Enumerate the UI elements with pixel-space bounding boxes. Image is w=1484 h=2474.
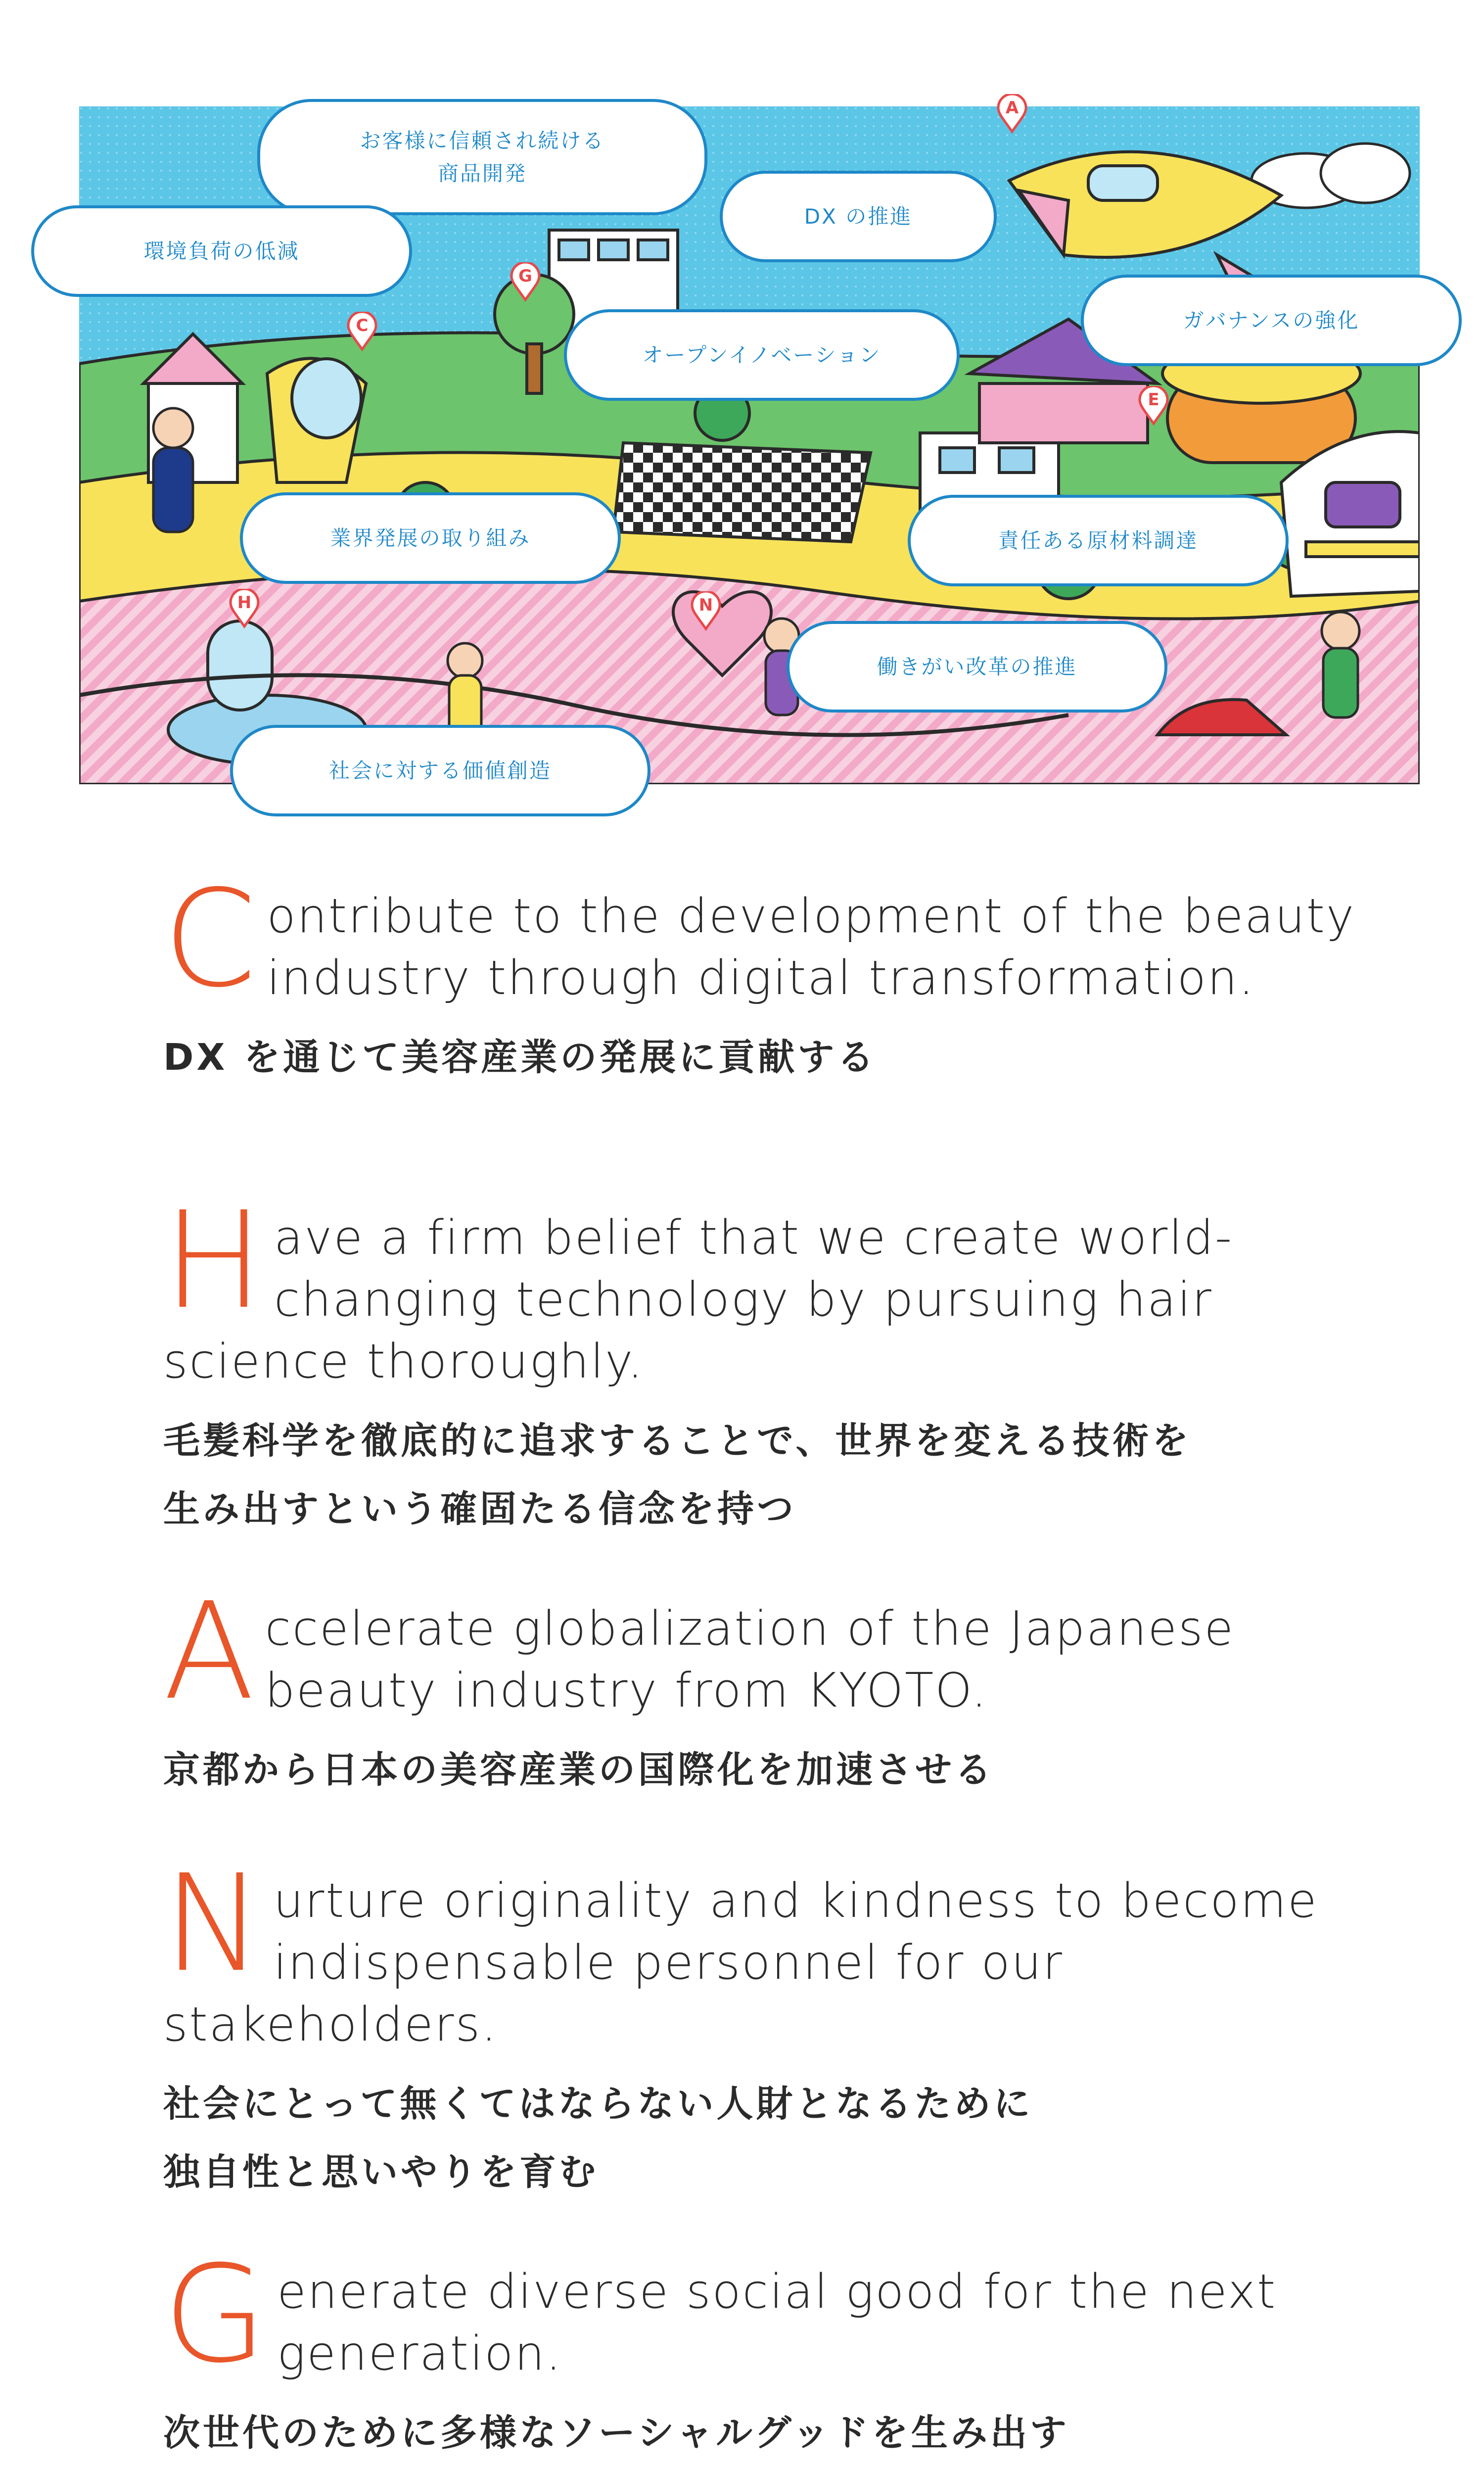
statement-english xyxy=(163,1573,1400,1729)
label-environment[interactable]: 環境負荷の低減 xyxy=(31,205,412,297)
statement-text: ccelerate globalization of the Japanese beauty industry from KYOTO. xyxy=(265,1602,1235,1718)
statement-initial: A xyxy=(163,1573,256,1729)
statement-text: ave a firm belief that we create world-changing technology by pursuing hair science thoroughly. xyxy=(163,1211,1234,1389)
statement-a xyxy=(163,1573,1400,1804)
statement-initial: C xyxy=(163,861,258,1017)
marker-label: E xyxy=(1148,390,1159,410)
statement-text: enerate diverse social good for the next generation. xyxy=(277,2265,1277,2381)
statement-english xyxy=(163,861,1400,1017)
marker-label: C xyxy=(356,316,369,335)
marker-label: G xyxy=(518,266,532,286)
statement-english xyxy=(163,2236,1400,2392)
statement-initial: H xyxy=(163,1183,266,1338)
marker-label: A xyxy=(1005,98,1019,118)
marker-a[interactable] xyxy=(996,94,1028,134)
statement-g xyxy=(163,2236,1400,2467)
statement-english xyxy=(163,1846,1400,2056)
label-customer-trust[interactable]: お客様に信頼され続ける 商品開発 xyxy=(257,99,707,215)
statement-japanese: 毛髪科学を徹底的に追求することで、世界を変える技術を 生み出すという確固たる信念を持つ xyxy=(163,1420,1192,1530)
marker-e[interactable] xyxy=(1138,386,1169,426)
label-social-value[interactable]: 社会に対する価値創造 xyxy=(230,725,650,816)
label-procurement[interactable]: 責任ある原材料調達 xyxy=(908,495,1289,586)
hero-illustration xyxy=(0,0,1484,841)
statement-japanese: DX を通じて美容産業の発展に貢献する xyxy=(163,1036,877,1079)
marker-n[interactable] xyxy=(690,591,722,631)
statement-c xyxy=(163,861,1400,1092)
statement-initial: N xyxy=(163,1846,265,2001)
label-dx[interactable]: DX の推進 xyxy=(720,171,997,262)
statement-japanese: 次世代のために多様なソーシャルグッドを生み出す xyxy=(163,2412,1069,2454)
statement-japanese: 社会にとって無くてはならない人財となるために 独自性と思いやりを育む xyxy=(163,2083,1033,2193)
statement-initial: G xyxy=(163,2236,269,2392)
label-work-style[interactable]: 働きがい改革の推進 xyxy=(787,621,1167,713)
marker-label: H xyxy=(237,593,252,613)
marker-h[interactable] xyxy=(229,589,260,628)
label-open-innovation[interactable]: オープンイノベーション xyxy=(564,309,960,401)
label-industry[interactable]: 業界発展の取り組み xyxy=(240,492,621,584)
statement-text: urture originality and kindness to become indispensable personnel for our stakeholders. xyxy=(163,1874,1318,2052)
statement-english xyxy=(163,1183,1400,1393)
label-governance[interactable]: ガバナンスの強化 xyxy=(1081,275,1462,366)
statement-text: ontribute to the development of the beauty industry through digital transformation. xyxy=(267,889,1356,1005)
statement-japanese: 京都から日本の美容産業の国際化を加速させる xyxy=(163,1749,994,1791)
statement-h xyxy=(163,1183,1400,1543)
marker-label: N xyxy=(698,595,713,615)
statement-n xyxy=(163,1846,1400,2206)
marker-c[interactable] xyxy=(346,312,378,351)
marker-g[interactable] xyxy=(510,262,541,302)
